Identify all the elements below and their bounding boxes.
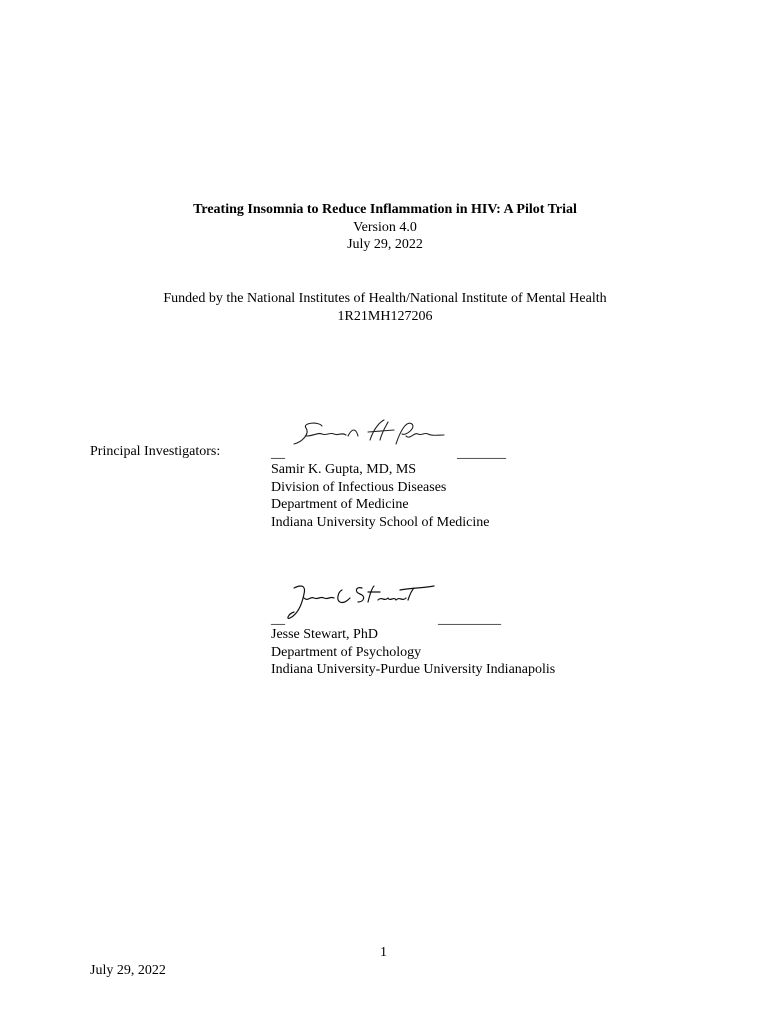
affiliation-line: Division of Infectious Diseases [271, 479, 447, 495]
page-number: 1 [380, 945, 387, 960]
investigator-name: Samir K. Gupta, MD, MS [271, 462, 417, 477]
document-date: July 29, 2022 [347, 237, 423, 252]
affiliation-line: Department of Psychology [271, 644, 422, 660]
footer-date: July 29, 2022 [90, 963, 166, 978]
signature-samir-gupta [288, 414, 448, 450]
signature-line-right: _________ [438, 612, 501, 627]
funding-statement: Funded by the National Institutes of Health/National Institute of Mental Health [163, 291, 607, 306]
investigator-2-block [271, 626, 555, 679]
signature-jesse-stewart [284, 580, 440, 622]
affiliation-line: Department of Medicine [271, 497, 409, 512]
grant-number: 1R21MH127206 [337, 308, 433, 324]
affiliation-line: Indiana University-Purdue University Indianapolis [271, 662, 556, 677]
title-block [0, 201, 770, 254]
investigator-1-block [271, 461, 490, 531]
signature-line-left: __ [271, 612, 285, 627]
principal-investigators-label: Principal Investigators: [90, 444, 221, 459]
document-version: Version 4.0 [353, 219, 417, 235]
document-title: Treating Insomnia to Reduce Inflammation in HIV: A Pilot Trial [193, 202, 577, 217]
investigator-name: Jesse Stewart, PhD [271, 627, 378, 642]
signature-line-right: _______ [457, 446, 506, 461]
affiliation-line: Indiana University School of Medicine [271, 514, 490, 530]
signature-line-left: __ [271, 446, 285, 461]
funding-block [0, 290, 770, 325]
